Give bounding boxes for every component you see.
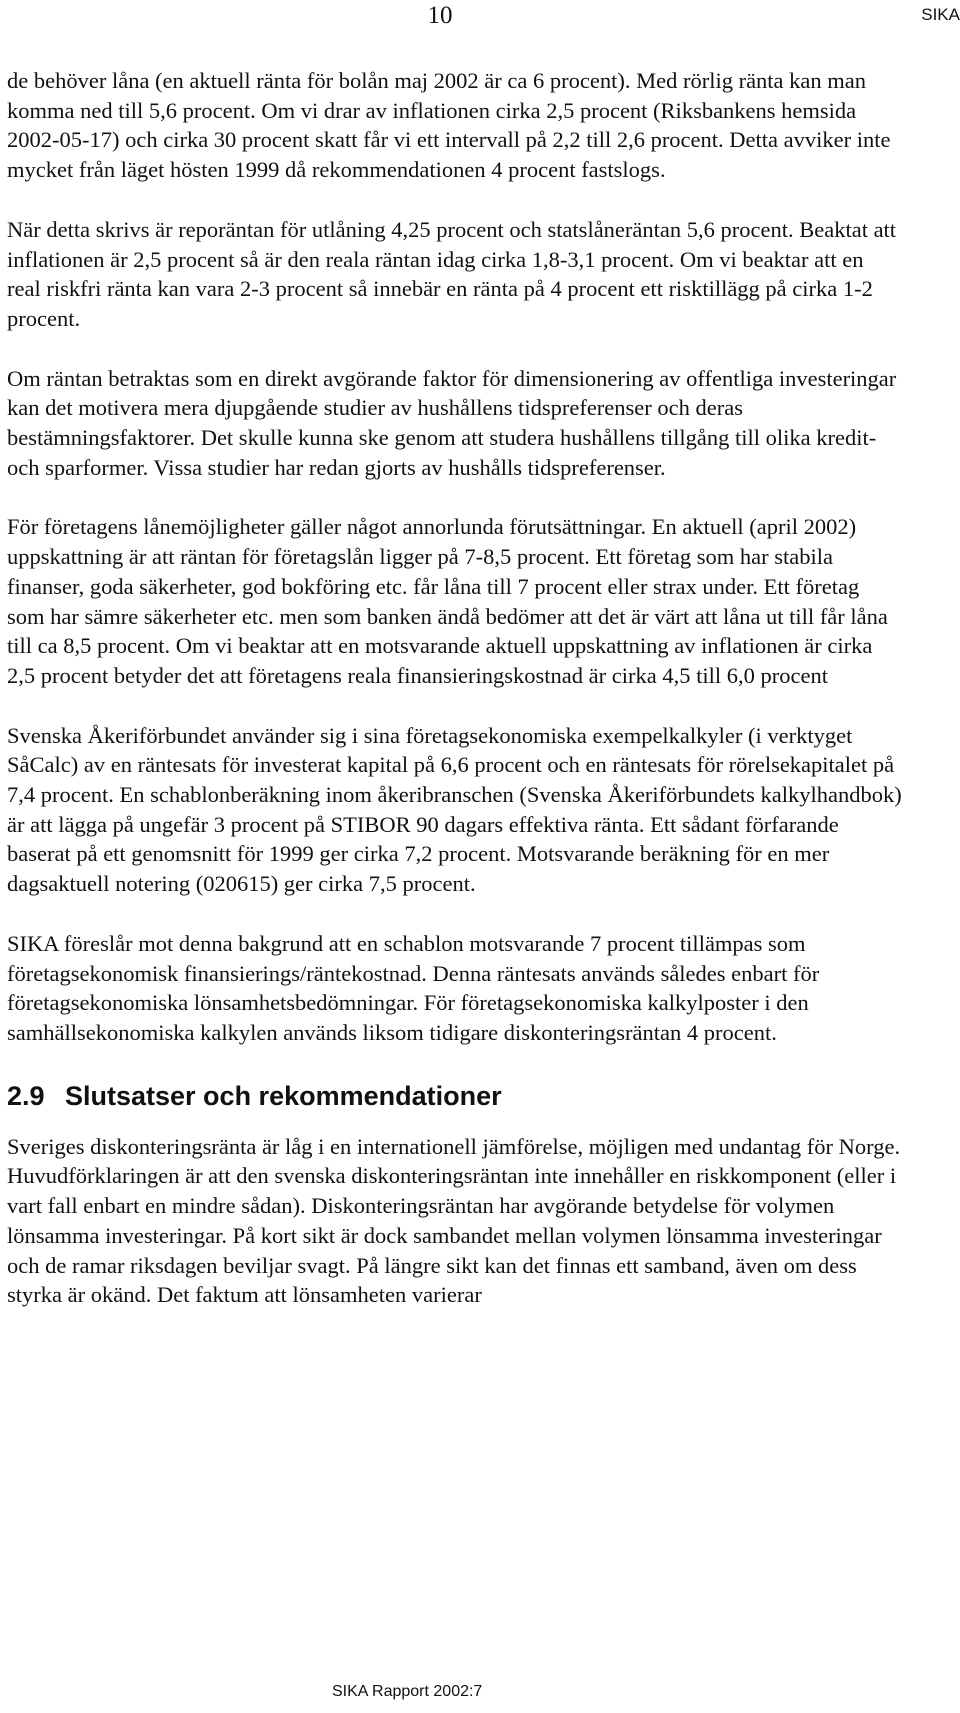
section-heading xyxy=(7,1078,902,1114)
section-paragraph: Sveriges diskonteringsränta är låg i en internationell jämförelse, möjligen med undantag för Norge. Huvudförklaringen är att den svenska diskonteringsräntan inte innehåller en riskkomponent (eller i vart fall enbart en mindre sådan). Diskonteringsräntan har avgörande betydelse för volymen lönsamma investeringar. På kort sikt är dock sambandet mellan volymen lönsamma investeringar och de ramar riksdagen beviljar svagt. På längre sikt kan det finnas ett samband, även om dess styrka är okänd. Det faktum att lönsamheten varierar xyxy=(7,1133,901,1308)
body-paragraph-3: Om räntan betraktas som en direkt avgörande faktor för dimensionering av offentliga investeringar kan det motivera mera djupgående studier av hushållens tidspreferenser och deras bestämningsfaktorer. Det skulle kunna ske genom att studera hushållens tillgång till olika kredit- och sparformer. Vissa studier har redan gjorts av hushålls tidspreferenser. xyxy=(7,365,897,480)
page-number: 10 xyxy=(427,2,453,29)
footer-report-id: SIKA Rapport 2002:7 xyxy=(332,1683,483,1700)
body-paragraph-6: SIKA föreslår mot denna bakgrund att en schablon motsvarande 7 procent tillämpas som företagsekonomisk finansierings/räntekostnad. Denna räntesats används således enbart för företagsekonomiska lönsamhetsbedömningar. För företagsekonomiska kalkylposter i den samhällsekonomiska kalkylen används liksom tidigare diskonteringsräntan 4 procent. xyxy=(7,930,820,1045)
body-paragraph-4: För företagens lånemöjligheter gäller något annorlunda förutsättningar. En aktuell (april 2002) uppskattning är att räntan för företagslån ligger på 7-8,5 procent. Ett företag som har stabila finanser, goda säkerheter, god bokföring etc. får låna till 7 procent eller strax under. Ett företag som har sämre säkerheter etc. men som banken ändå bedömer att det är värt att låna ut till får låna till ca 8,5 procent. Om vi beaktar att en motsvarande aktuell uppskattning av inflationen är cirka 2,5 procent betyder det att företagens reala finansieringskostnad är cirka 4,5 till 6,0 procent xyxy=(7,514,888,688)
section-number: 2.9 xyxy=(7,1080,45,1111)
section-title: Slutsatser och rekommendationer xyxy=(65,1080,502,1111)
header-org-name: SIKA xyxy=(921,5,960,24)
document-body xyxy=(7,66,902,1340)
body-paragraph-2: När detta skrivs är reporäntan för utlåning 4,25 procent och statslåneräntan 5,6 procent. Beaktat att inflationen är 2,5 procent så är den reala räntan idag cirka 1,8-3,1 procent. Om vi beaktar att en real riskfri ränta kan vara 2-3 procent så innebär en ränta på 4 procent ett risktillägg på cirka 1-2 procent. xyxy=(7,216,897,331)
body-paragraph-1: de behöver låna (en aktuell ränta för bolån maj 2002 är ca 6 procent). Med rörlig ränta kan man komma ned till 5,6 procent. Om vi drar av inflationen cirka 2,5 procent (Riksbankens hemsida 2002-05-17) och cirka 30 procent skatt får vi ett intervall på 2,2 till 2,6 procent. Detta avviker inte mycket från läget hösten 1999 då rekommendationen 4 procent fastslogs. xyxy=(7,68,891,183)
body-paragraph-5: Svenska Åkeriförbundet använder sig i sina företagsekonomiska exempelkalkyler (i verktyget SåCalc) av en räntesats för investerat kapital på 6,6 procent och en räntesats för rörelsekapitalet på 7,4 procent. En schablonberäkning inom åkeribranschen (Svenska Åkeriförbundets kalkylhandbok) är att lägga på ungefär 3 procent på STIBOR 90 dagars effektiva ränta. Ett sådant förfarande baserat på ett genomsnitt för 1999 ger cirka 7,2 procent. Motsvarande beräkning för en mer dagsaktuell notering (020615) ger cirka 7,5 procent. xyxy=(7,722,902,897)
